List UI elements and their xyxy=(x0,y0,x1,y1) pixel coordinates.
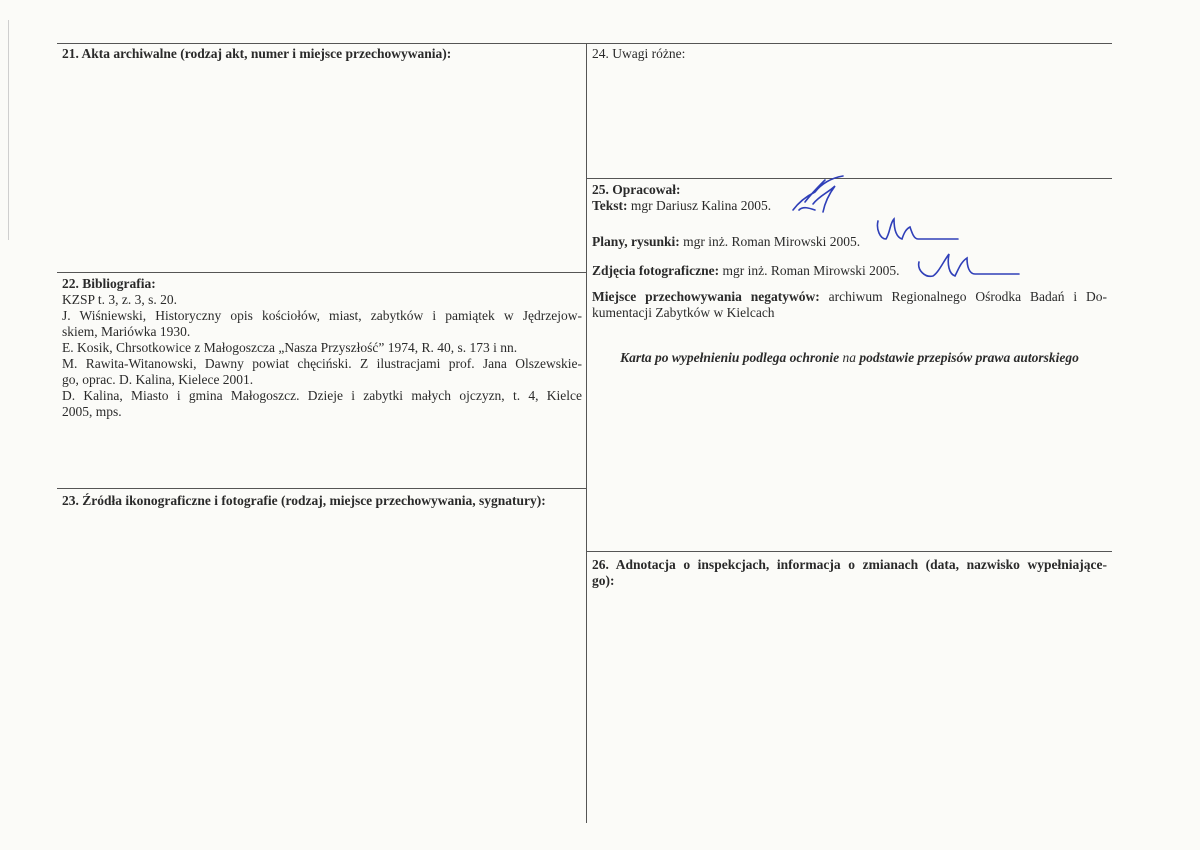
top-rule xyxy=(57,43,1112,44)
rule-22 xyxy=(57,272,586,273)
plany-label: Plany, rysunki: xyxy=(592,234,680,249)
plany-row xyxy=(592,234,1107,250)
copyright-note xyxy=(592,350,1107,366)
scan-edge-line xyxy=(8,20,9,240)
miejsce-line-2: kumentacji Zabytków w Kielcach xyxy=(592,305,775,320)
copyright-note-part-2: na xyxy=(842,350,857,365)
section-26 xyxy=(592,557,1107,589)
miejsce-line-1 xyxy=(592,289,1107,305)
rule-26 xyxy=(586,551,1112,552)
bibliography-line: J. Wiśniewski, Historyczny opis kościołów, miast, zabytków i pamiątek w Jędrzejow- xyxy=(62,308,582,323)
section-21-heading: 21. Akta archiwalne (rodzaj akt, numer i miejsce przechowywania): xyxy=(62,46,452,61)
bibliography-line: M. Rawita-Witanowski, Dawny powiat chęciński. Z ilustracjami prof. Jana Olszewskie- xyxy=(62,356,582,371)
section-25-heading: 25. Opracował: xyxy=(592,182,681,197)
plany-value: mgr inż. Roman Mirowski 2005. xyxy=(683,234,861,249)
section-24-heading xyxy=(592,46,1107,62)
bibliography-line: D. Kalina, Miasto i gmina Małogoszcz. Dzieje i zabytki małych ojczyzn, t. 4, Kielce xyxy=(62,388,582,403)
zdjecia-value: mgr inż. Roman Mirowski 2005. xyxy=(722,263,900,278)
signature-icon xyxy=(785,172,855,222)
bibliography-line: skiem, Mariówka 1930. xyxy=(62,324,191,339)
bibliography-list xyxy=(62,292,582,420)
bibliography-line: go, oprac. D. Kalina, Kielece 2001. xyxy=(62,372,254,387)
section-23-heading: 23. Źródła ikonograficzne i fotografie (rodzaj, miejsce przechowywania, sygnatury): xyxy=(62,493,546,508)
copyright-note-part-1: Karta po wypełnieniu podlega ochronie xyxy=(620,350,840,365)
zdjecia-row xyxy=(592,263,1107,279)
section-26-heading-line-2: go): xyxy=(592,573,615,588)
zdjecia-label: Zdjęcia fotograficzne: xyxy=(592,263,720,278)
section-24-heading-text: 24. Uwagi różne: xyxy=(592,46,686,61)
miejsce-value-1: archiwum Regionalnego Ośrodka Badań i Do- xyxy=(828,289,1108,304)
section-24 xyxy=(592,46,1107,62)
signature-icon xyxy=(872,213,964,247)
bibliography-line: E. Kosik, Chrsotkowice z Małogoszcza „Nasza Przyszłość” 1974, R. 40, s. 173 i nn. xyxy=(62,340,518,355)
section-26-heading-line-1: 26. Adnotacja o inspekcjach, informacja o zmianach (data, nazwisko wypełniające- xyxy=(592,557,1107,572)
tekst-label: Tekst: xyxy=(592,198,628,213)
signature-icon xyxy=(915,248,1025,284)
bibliography-line: 2005, mps. xyxy=(62,404,122,419)
miejsce-row xyxy=(592,289,1107,321)
rule-23 xyxy=(57,488,586,489)
section-22-heading: 22. Bibliografia: xyxy=(62,276,156,291)
miejsce-label: Miejsce przechowywania negatywów: xyxy=(592,289,820,304)
copyright-note-part-3: podstawie przepisów prawa autorskiego xyxy=(859,350,1079,365)
section-23 xyxy=(62,493,582,509)
section-22 xyxy=(62,276,582,420)
section-21 xyxy=(62,46,582,62)
column-divider xyxy=(586,43,587,823)
bibliography-line: KZSP t. 3, z. 3, s. 20. xyxy=(62,292,178,307)
tekst-value: mgr Dariusz Kalina 2005. xyxy=(630,198,772,213)
